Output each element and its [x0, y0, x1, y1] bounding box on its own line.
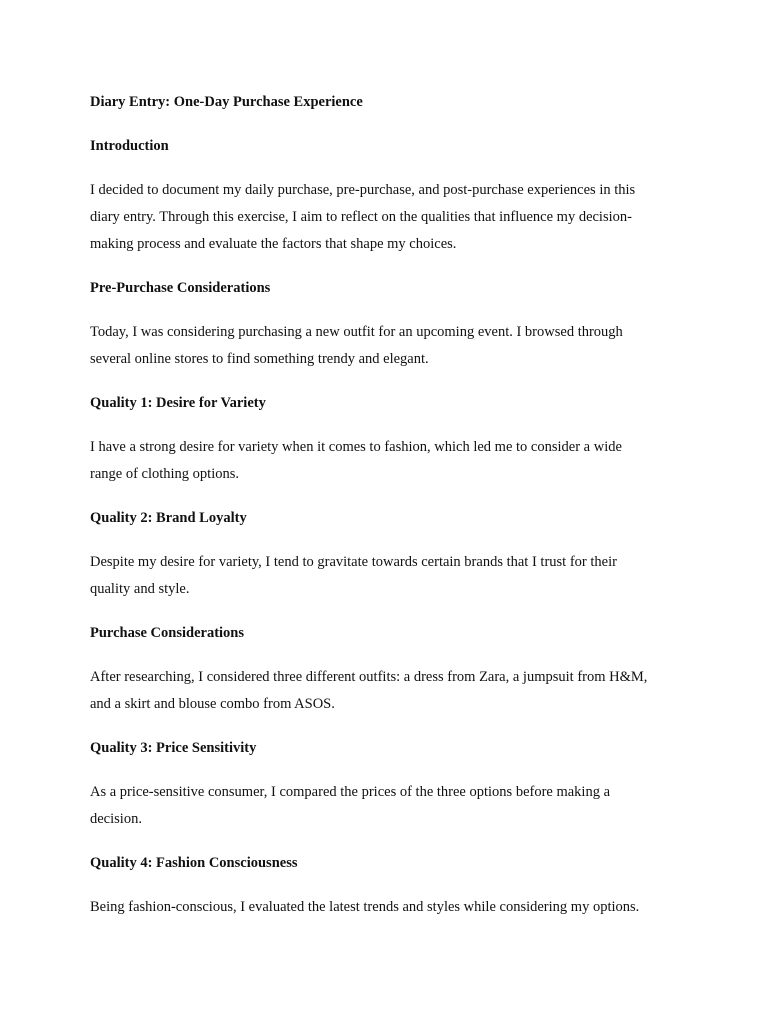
paragraph-quality-2: Despite my desire for variety, I tend to gravitate towards certain brands that I trust for their quality and style. [90, 554, 617, 597]
paragraph-introduction: I decided to document my daily purchase, pre-purchase, and post-purchase experiences in this diary entry. Through this exercise, I aim to reflect on the qualities that influence my decision- making process and evaluate the factors that shape my choices. [90, 182, 636, 252]
section-heading-quality-3: Quality 3: Price Sensitivity [90, 740, 257, 756]
section-heading-purchase: Purchase Considerations [90, 625, 245, 641]
paragraph-quality-3: As a price-sensitive consumer, I compared the prices of the three options before making a decision. [90, 784, 611, 827]
section-heading-introduction: Introduction [90, 138, 169, 154]
paragraph-quality-1: I have a strong desire for variety when it comes to fashion, which led me to consider a wide range of clothing options. [90, 439, 622, 482]
section-heading-quality-2: Quality 2: Brand Loyalty [90, 510, 247, 526]
paragraph-quality-4: Being fashion-conscious, I evaluated the latest trends and styles while considering my options. [90, 899, 640, 915]
document-title: Diary Entry: One-Day Purchase Experience [90, 94, 363, 110]
paragraph-pre-purchase: Today, I was considering purchasing a new outfit for an upcoming event. I browsed through several online stores to find something trendy and elegant. [90, 324, 623, 367]
section-heading-quality-4: Quality 4: Fashion Consciousness [90, 855, 298, 871]
paragraph-purchase: After researching, I considered three different outfits: a dress from Zara, a jumpsuit from H&M, and a skirt and blouse combo from ASOS. [90, 669, 648, 712]
section-heading-pre-purchase: Pre-Purchase Considerations [90, 280, 271, 296]
section-heading-quality-1: Quality 1: Desire for Variety [90, 395, 266, 411]
document-page [90, 92, 690, 941]
